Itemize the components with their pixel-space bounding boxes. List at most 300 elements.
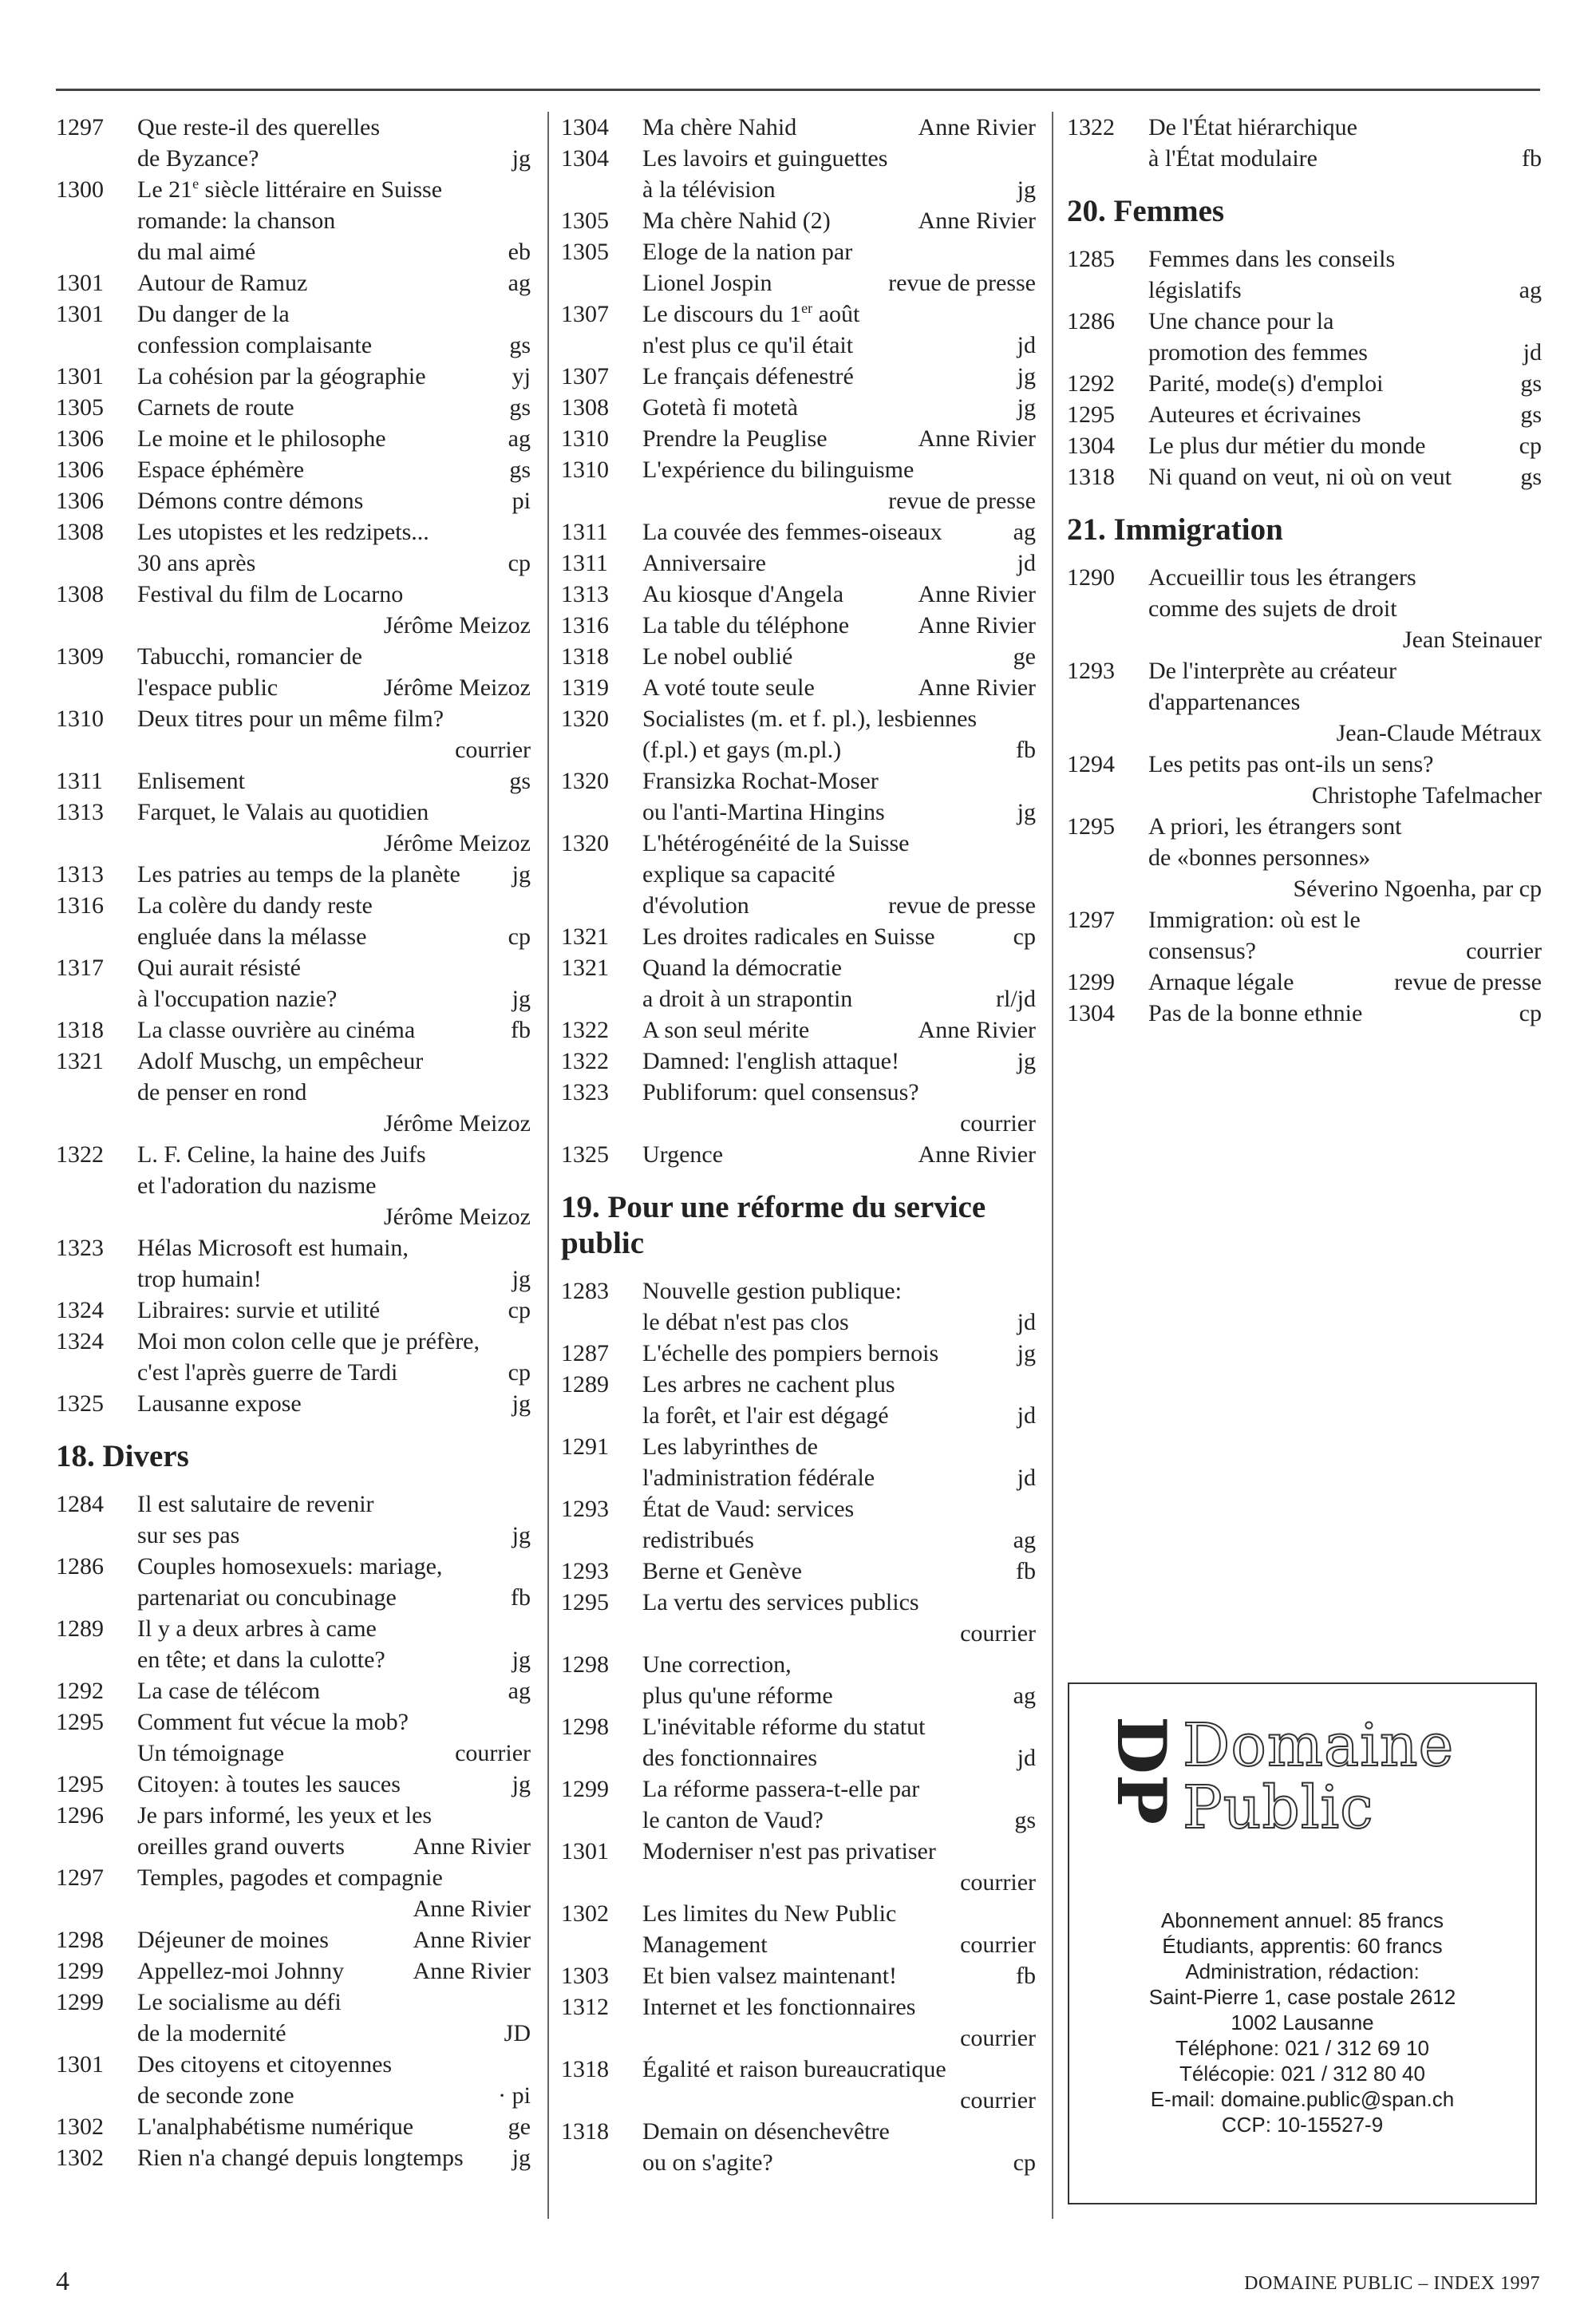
entry-title [1148, 143, 1514, 174]
entry-title-text: de la modernité [137, 2020, 286, 2046]
entry-title [137, 797, 531, 828]
entry-line [1148, 967, 1542, 998]
entry-author: pi [512, 488, 531, 514]
entry-line [137, 641, 531, 672]
entry-title [642, 2147, 1005, 2178]
entry-title-text: en tête; et dans la culotte? [137, 1647, 385, 1673]
entry-line [1148, 337, 1542, 368]
entry-author: ag [1013, 519, 1036, 545]
entry-title-text: Et bien valsez maintenant! [642, 1963, 898, 1989]
entry-title-text: Parité, mode(s) d'emploi [1148, 370, 1384, 397]
entry-line [642, 1898, 1036, 1929]
index-entry [1067, 811, 1542, 904]
entry-author: cp [508, 923, 531, 950]
entry-title-text: Deux titres pour un même film? [137, 706, 444, 732]
section-heading: 19. Pour une réforme du service public [561, 1190, 986, 1260]
entry-line [1148, 275, 1542, 306]
index-entry [1067, 243, 1542, 306]
entry-line [137, 1738, 531, 1769]
issue-number: 1308 [56, 519, 104, 545]
issue-number: 1320 [561, 768, 609, 794]
entry-title [642, 1139, 911, 1170]
entry-line [137, 2049, 531, 2080]
entry-title [642, 1929, 952, 1960]
entry-line [1148, 430, 1542, 461]
entry-line [1148, 306, 1542, 337]
entry-line [137, 952, 531, 983]
entry-title-text: La cohésion par la géographie [137, 363, 426, 389]
entry-title [137, 330, 501, 361]
entry-title [137, 1232, 531, 1263]
entry-title-text: législatifs [1148, 277, 1242, 303]
entry-author: jd [1017, 332, 1036, 358]
entry-title [137, 1769, 504, 1800]
entry-line [642, 1369, 1036, 1400]
entry-line [137, 1644, 531, 1675]
entry-title [642, 1898, 1036, 1929]
issue-number: 1307 [561, 301, 609, 327]
issue-number: 1305 [561, 208, 609, 234]
entry-line [1148, 655, 1542, 686]
entry-title [137, 890, 531, 921]
entry-title-text: La vertu des services publics [642, 1589, 919, 1615]
entry-title-text: Damned: l'english attaque! [642, 1048, 899, 1074]
entry-line [137, 330, 531, 361]
entry-author: Anne Rivier [413, 1896, 531, 1922]
entry-title [642, 890, 880, 921]
entry-title [137, 1924, 405, 1955]
entry-title-text: Citoyen: à toutes les sauces [137, 1771, 401, 1797]
entry-author: cp [508, 550, 531, 576]
index-entry [56, 1800, 531, 1862]
entry-title-text: explique sa capacité [642, 861, 836, 888]
entry-line [137, 890, 531, 921]
index-entry [56, 1862, 531, 1924]
entry-title-text: L'expérience du bilinguisme [642, 457, 915, 483]
index-entry [561, 1338, 1036, 1369]
index-entry [56, 1046, 531, 1139]
entry-title-text: L'échelle des pompiers bernois [642, 1340, 939, 1366]
entry-title [137, 392, 501, 423]
entry-line [137, 1489, 531, 1520]
entry-title-text: Prendre la Peuglise [642, 425, 828, 452]
entry-title [642, 734, 1008, 765]
entry-title [137, 1357, 500, 1388]
entry-title-text: Urgence [642, 1141, 724, 1168]
issue-number: 1320 [561, 706, 609, 732]
entry-title-text: Ni quand on veut, ni où on veut [1148, 464, 1452, 490]
index-entry [1067, 306, 1542, 368]
entry-line [137, 1706, 531, 1738]
entry-author: fb [511, 1017, 531, 1043]
entry-title-text: des fonctionnaires [642, 1745, 818, 1771]
entry-author: jg [512, 1771, 531, 1797]
entry-line [137, 1357, 531, 1388]
entry-author: courrier [960, 2087, 1036, 2113]
index-entry [1067, 399, 1542, 430]
entry-line [642, 828, 1036, 859]
issue-number: 1301 [56, 270, 104, 296]
entry-title-text: engluée dans la mélasse [137, 923, 367, 950]
index-entry [56, 641, 531, 703]
entry-line [1148, 842, 1542, 873]
entry-title-text: Une chance pour la [1148, 308, 1334, 334]
entry-title-text: Enlisement [137, 768, 245, 794]
entry-title [642, 1400, 1009, 1431]
entry-author: gs [509, 332, 531, 358]
entry-author: jg [512, 1266, 531, 1292]
entry-line [642, 330, 1036, 361]
entry-line [1148, 904, 1542, 935]
entry-line [642, 579, 1036, 610]
entry-line [642, 174, 1036, 205]
entry-title [137, 2049, 531, 2080]
index-entry [561, 610, 1036, 641]
entry-title-text: Il est salutaire de revenir [137, 1491, 374, 1517]
entry-title-text: 30 ans après [137, 550, 256, 576]
top-rule [56, 89, 1540, 91]
issue-number: 1325 [56, 1390, 104, 1417]
index-entry [1067, 112, 1542, 174]
issue-number: 1284 [56, 1491, 104, 1517]
entry-title-text: août [812, 301, 860, 327]
entry-line [642, 1077, 1036, 1108]
index-entry [1067, 749, 1542, 811]
index-entry [561, 1014, 1036, 1046]
issue-number: 1316 [56, 892, 104, 919]
entry-title [137, 2018, 496, 2049]
entry-title-text: d'appartenances [1148, 689, 1301, 715]
entry-author: jg [512, 145, 531, 172]
entry-title-text: romande: la chanson [137, 208, 336, 234]
entry-author: cp [1013, 2149, 1036, 2176]
entry-line [1148, 143, 1542, 174]
issue-number: 1295 [56, 1709, 104, 1735]
superscript: e [192, 176, 200, 192]
entry-line [137, 1769, 531, 1800]
entry-title-text: Socialistes (m. et f. pl.), lesbiennes [642, 706, 978, 732]
entry-title-text: la forêt, et l'air est dégagé [642, 1402, 889, 1429]
entry-title [137, 174, 531, 205]
entry-title-text: Appellez-moi Johnny [137, 1958, 345, 1984]
index-entry [56, 454, 531, 485]
entry-author: jg [1017, 1340, 1036, 1366]
entry-title-text: Que reste-il des querelles [137, 114, 381, 140]
entry-line [137, 485, 531, 516]
entry-author: ag [508, 270, 531, 296]
entry-title [137, 1738, 447, 1769]
index-entry [561, 454, 1036, 516]
entry-title-text: (f.pl.) et gays (m.pl.) [642, 737, 842, 763]
entry-title [137, 1831, 405, 1862]
issue-number: 1295 [56, 1771, 104, 1797]
entry-line [137, 2111, 531, 2142]
entry-line [642, 1139, 1036, 1170]
issue-number: 1298 [561, 1651, 609, 1678]
subscription-info [1069, 1908, 1535, 2137]
entry-line [642, 143, 1036, 174]
index-entry [56, 2049, 531, 2111]
entry-line [137, 1326, 531, 1357]
entry-author: courrier [960, 1932, 1036, 1958]
entry-line [642, 797, 1036, 828]
entry-title [137, 548, 500, 579]
entry-author: courrier [960, 2025, 1036, 2051]
entry-title-text: Gotetà fi motetà [642, 394, 798, 421]
entry-line [137, 579, 531, 610]
entry-title [137, 2142, 504, 2173]
info-line: CCP: 10-15527-9 [1221, 2113, 1384, 2137]
entry-title [137, 267, 500, 299]
entry-title-text: Autour de Ramuz [137, 270, 308, 296]
info-line: E-mail: domaine.public@span.ch [1150, 2087, 1455, 2111]
index-entry [1067, 655, 1542, 749]
entry-line [642, 610, 1036, 641]
entry-line [642, 267, 1036, 299]
entry-author: Anne Rivier [413, 1958, 531, 1984]
index-entry [56, 174, 531, 267]
entry-title [642, 641, 1005, 672]
entry-title-text: plus qu'une réforme [642, 1682, 833, 1709]
entry-title [137, 236, 500, 267]
entry-line [642, 1046, 1036, 1077]
entry-title-text: Les patries au temps de la planète [137, 861, 460, 888]
entry-title-text: Internet et les fonctionnaires [642, 1994, 916, 2020]
issue-number: 1308 [561, 394, 609, 421]
issue-number: 1321 [561, 923, 609, 950]
entry-title-text: Accueillir tous les étrangers [1148, 564, 1416, 591]
index-entry [56, 859, 531, 890]
entry-title [137, 703, 531, 734]
entry-title [642, 921, 1005, 952]
entry-title-text: La réforme passera-t-elle par [642, 1776, 920, 1802]
entry-title-text: de Byzance? [137, 145, 259, 172]
entry-title-text: Demain on désenchevêtre [642, 2118, 890, 2145]
issue-number: 1295 [1067, 401, 1115, 428]
entry-author: rl/jd [996, 986, 1036, 1012]
index-entry [561, 703, 1036, 765]
entry-title [642, 174, 1009, 205]
entry-author: ag [1013, 1527, 1036, 1553]
entry-author: courrier [960, 1110, 1036, 1137]
entry-title [137, 1489, 531, 1520]
entry-title [642, 1046, 1009, 1077]
entry-author: jg [512, 861, 531, 888]
issue-number: 1313 [561, 581, 609, 607]
entry-author: cp [508, 1359, 531, 1386]
entry-author: jg [1017, 1048, 1036, 1074]
issue-number: 1295 [1067, 813, 1115, 840]
index-entry [561, 423, 1036, 454]
entry-title [642, 423, 911, 454]
entry-title-text: L'hétérogénéité de la Suisse [642, 830, 910, 856]
entry-line [137, 1800, 531, 1831]
entry-title-text: Les petits pas ont-ils un sens? [1148, 751, 1434, 777]
entry-title [137, 205, 531, 236]
issue-number: 1301 [561, 1838, 609, 1864]
index-entry [56, 1388, 531, 1419]
entry-title [137, 1862, 531, 1893]
entry-title-text: oreilles grand ouverts [137, 1833, 345, 1860]
index-entry [56, 1706, 531, 1769]
entry-title-text: Qui aurait résisté [137, 955, 301, 981]
issue-number: 1313 [56, 799, 104, 825]
entry-author: revue de presse [1394, 969, 1542, 995]
issue-number: 1298 [56, 1927, 104, 1953]
entry-title-text: La couvée des femmes-oiseaux [642, 519, 942, 545]
issue-number: 1306 [56, 488, 104, 514]
entry-line [137, 1924, 531, 1955]
masthead-title-line-2: Public [1183, 1773, 1374, 1842]
entry-title-text: Un témoignage [137, 1740, 285, 1766]
issue-number: 1324 [56, 1297, 104, 1323]
entry-title [1148, 842, 1542, 873]
issue-number: 1302 [561, 1900, 609, 1927]
issue-number: 1301 [56, 2051, 104, 2078]
entry-line [642, 672, 1036, 703]
entry-title [1148, 399, 1512, 430]
index-entry [56, 1295, 531, 1326]
entry-title [1148, 112, 1542, 143]
entry-line [1148, 749, 1542, 780]
entry-title-text: Ma chère Nahid (2) [642, 208, 831, 234]
issue-number: 1308 [56, 581, 104, 607]
issue-number: 1292 [56, 1678, 104, 1704]
issue-number: 1286 [56, 1553, 104, 1580]
entry-title [137, 2080, 490, 2111]
entry-title-text: Auteures et écrivaines [1148, 401, 1361, 428]
entry-line [137, 765, 531, 797]
entry-title [642, 765, 1036, 797]
entry-title-text: sur ses pas [137, 1522, 240, 1548]
entry-line [642, 1587, 1036, 1618]
entry-line [642, 516, 1036, 548]
index-entry [561, 1836, 1036, 1898]
entry-title-text: De l'interprète au créateur [1148, 658, 1397, 684]
issue-number: 1302 [56, 2145, 104, 2171]
entry-title-text: L'inévitable réforme du statut [642, 1714, 926, 1740]
index-entry [1067, 998, 1542, 1029]
index-column-2 [561, 112, 1036, 2178]
issue-number: 1318 [561, 2056, 609, 2082]
entry-line [137, 1987, 531, 2018]
entry-author: ag [1519, 277, 1542, 303]
entry-line [642, 1773, 1036, 1805]
entry-title-text: Déjeuner de moines [137, 1927, 329, 1953]
entry-title-text: Lionel Jospin [642, 270, 772, 296]
index-entry [56, 361, 531, 392]
entry-title [137, 859, 504, 890]
page-number: 4 [56, 2267, 69, 2296]
entry-title-text: et l'adoration du nazisme [137, 1172, 377, 1199]
entry-author: ag [1013, 1682, 1036, 1709]
entry-author: ag [508, 1678, 531, 1704]
index-entry [56, 267, 531, 299]
entry-title-text: Le 21 [137, 176, 193, 203]
issue-number: 1311 [56, 768, 103, 794]
entry-line [642, 1836, 1036, 1867]
entry-author: courrier [455, 737, 531, 763]
entry-author: jd [1017, 1465, 1036, 1491]
entry-title [137, 1077, 531, 1108]
index-entry [561, 641, 1036, 672]
issue-number: 1296 [56, 1802, 104, 1829]
issue-number: 1307 [561, 363, 609, 389]
entry-line [642, 1014, 1036, 1046]
entry-line [137, 143, 531, 174]
entry-author: fb [1522, 145, 1542, 172]
entry-author: Jérôme Meizoz [383, 674, 531, 701]
entry-line [642, 1960, 1036, 1991]
issue-number: 1318 [56, 1017, 104, 1043]
entry-title [642, 454, 1036, 485]
entry-author: jd [1523, 339, 1542, 366]
entry-line [137, 1955, 531, 1987]
entry-title-text: La case de télécom [137, 1678, 321, 1704]
issue-number: 1298 [561, 1714, 609, 1740]
entry-title [1148, 461, 1512, 492]
entry-title [642, 205, 911, 236]
entry-title-text: Des citoyens et citoyennes [137, 2051, 393, 2078]
issue-number: 1304 [561, 114, 609, 140]
entry-line [642, 112, 1036, 143]
entry-title [1148, 243, 1542, 275]
entry-title [137, 516, 531, 548]
entry-title-text: Temples, pagodes et compagnie [137, 1864, 443, 1891]
entry-line [137, 1014, 531, 1046]
entry-author: courrier [960, 1869, 1036, 1896]
issue-number: 1322 [1067, 114, 1115, 140]
entry-title [1148, 593, 1542, 624]
entry-author: Anne Rivier [413, 1927, 531, 1953]
index-entry [56, 1924, 531, 1955]
index-entry [561, 361, 1036, 392]
entry-title [137, 1551, 531, 1582]
entry-title [137, 454, 501, 485]
entry-title-text: Adolf Muschg, un empêcheur [137, 1048, 424, 1074]
index-entry [56, 1675, 531, 1706]
entry-title-text: à l'État modulaire [1148, 145, 1317, 172]
issue-number: 1304 [1067, 433, 1115, 459]
issue-number: 1323 [561, 1079, 609, 1105]
entry-title [137, 361, 504, 392]
index-entry [56, 952, 531, 1014]
entry-title-text: siècle littéraire en Suisse [199, 176, 443, 203]
entry-line [137, 1613, 531, 1644]
index-entry [561, 548, 1036, 579]
entry-line [137, 361, 531, 392]
entry-title-text: Pas de la bonne ethnie [1148, 1000, 1363, 1026]
index-entry [56, 1139, 531, 1232]
entry-title-text: Couples homosexuels: mariage, [137, 1553, 443, 1580]
entry-line [137, 1263, 531, 1295]
issue-number: 1321 [561, 955, 609, 981]
issue-number: 1294 [1067, 751, 1115, 777]
issue-number: 1318 [561, 643, 609, 670]
entry-line [137, 672, 531, 703]
entry-line [137, 1582, 531, 1613]
issue-number: 1304 [561, 145, 609, 172]
entry-title [137, 952, 531, 983]
issue-number: 1297 [1067, 907, 1115, 933]
entry-title [642, 672, 911, 703]
issue-number: 1303 [561, 1963, 609, 1989]
entry-title [642, 828, 1036, 859]
entry-line [137, 983, 531, 1014]
entry-line [642, 983, 1036, 1014]
entry-author: Anne Rivier [918, 114, 1036, 140]
entry-author: ge [508, 2113, 531, 2140]
